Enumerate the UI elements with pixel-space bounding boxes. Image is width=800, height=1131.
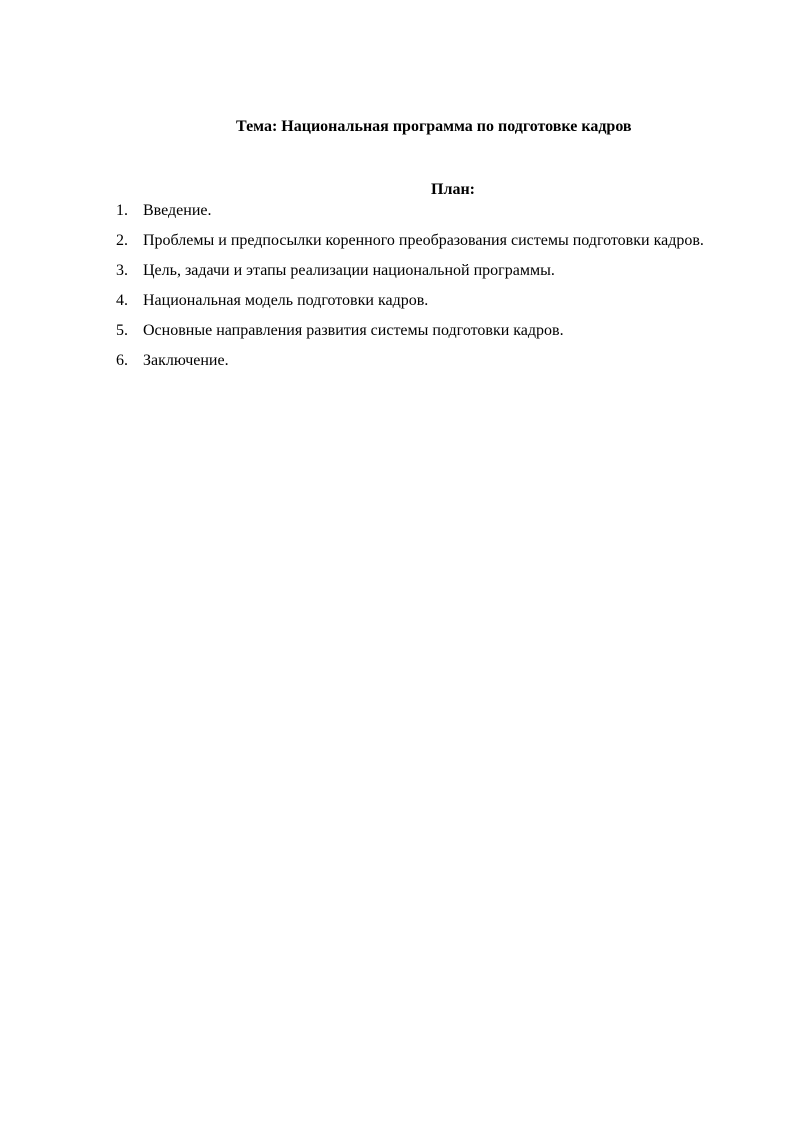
plan-item-text: Проблемы и предпосылки коренного преобразования системы подготовки кадров.: [143, 232, 704, 249]
plan-item-text: Национальная модель подготовки кадров.: [143, 292, 429, 309]
plan-item-text: Основные направления развития системы подготовки кадров.: [143, 322, 564, 339]
plan-item-1: [116, 196, 743, 226]
plan-item-number: 4.: [116, 292, 128, 309]
plan-heading: План:: [431, 181, 475, 199]
plan-item-number: 1.: [116, 202, 128, 219]
document-topic: Тема: Национальная программа по подготовке кадров: [236, 117, 632, 135]
plan-item-number: 5.: [116, 322, 128, 339]
plan-item-3: [116, 256, 743, 286]
plan-item-5: [116, 316, 743, 346]
plan-item-text: Цель, задачи и этапы реализации национальной программы.: [143, 262, 555, 279]
plan-item-number: 3.: [116, 262, 128, 279]
plan-item-4: [116, 286, 743, 316]
plan-item-2: [116, 226, 743, 256]
plan-item-text: Введение.: [143, 202, 212, 219]
plan-item-number: 2.: [116, 232, 128, 249]
plan-list: [116, 196, 743, 376]
plan-item-number: 6.: [116, 352, 128, 369]
plan-item-6: [116, 346, 743, 376]
plan-item-text: Заключение.: [143, 352, 229, 369]
